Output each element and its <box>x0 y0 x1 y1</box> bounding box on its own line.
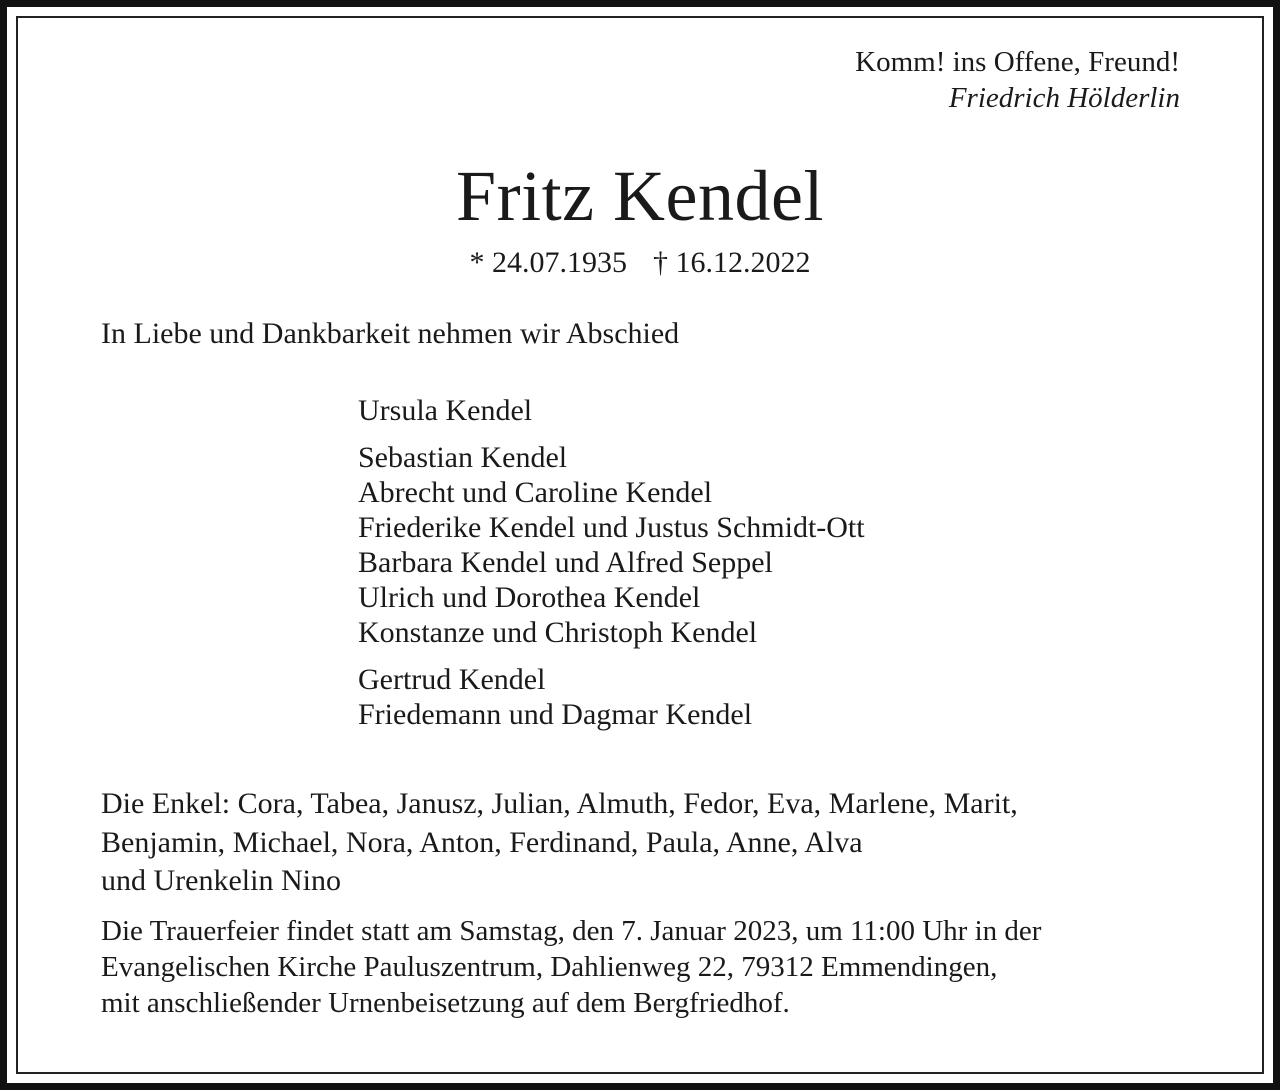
mourner-line: Barbara Kendel und Alfred Seppel <box>358 546 773 579</box>
mourner-line: Abrecht und Caroline Kendel <box>358 476 713 509</box>
deceased-name: Fritz Kendel <box>456 156 824 236</box>
mourner-line: Konstanze und Christoph Kendel <box>358 616 758 649</box>
motto <box>855 44 1180 116</box>
mourner-group-spouse <box>358 393 865 428</box>
motto-author: Friedrich Hölderlin <box>948 82 1180 114</box>
grandchildren-line: und Urenkelin Nino <box>101 864 341 897</box>
motto-quote: Komm! ins Offene, Freund! <box>855 46 1180 78</box>
grandchildren-line: Benjamin, Michael, Nora, Anton, Ferdinand, Paula, Anne, Alva <box>101 825 863 859</box>
mourner-line: Ursula Kendel <box>358 394 533 427</box>
mourners-list <box>358 393 865 744</box>
farewell-intro: In Liebe und Dankbarkeit nehmen wir Abschied <box>101 317 680 350</box>
mourner-group-children <box>358 440 865 650</box>
mourner-line: Friedemann und Dagmar Kendel <box>358 698 753 731</box>
mourner-line: Friederike Kendel und Justus Schmidt-Ott <box>358 511 865 544</box>
life-dates <box>0 244 1280 282</box>
mourner-line: Ulrich und Dorothea Kendel <box>358 581 701 614</box>
mourner-group-siblings <box>358 662 865 732</box>
funeral-line: mit anschließender Urnenbeisetzung auf dem Bergfriedhof. <box>101 987 790 1019</box>
funeral-line: Die Trauerfeier findet statt am Samstag, den 7. Januar 2023, um 11:00 Uhr in der <box>101 915 1042 947</box>
grandchildren-paragraph <box>101 785 1018 901</box>
grandchildren-line: Die Enkel: Cora, Tabea, Janusz, Julian, Almuth, Fedor, Eva, Marlene, Marit, <box>101 787 1018 820</box>
funeral-line: Evangelischen Kirche Pauluszentrum, Dahlienweg 22, 79312 Emmendingen, <box>101 951 998 983</box>
mourner-line: Gertrud Kendel <box>358 663 546 696</box>
funeral-details <box>101 913 1041 1021</box>
mourner-line: Sebastian Kendel <box>358 441 568 474</box>
birth-date: * 24.07.1935 <box>469 246 627 279</box>
death-date: † 16.12.2022 <box>653 246 811 279</box>
